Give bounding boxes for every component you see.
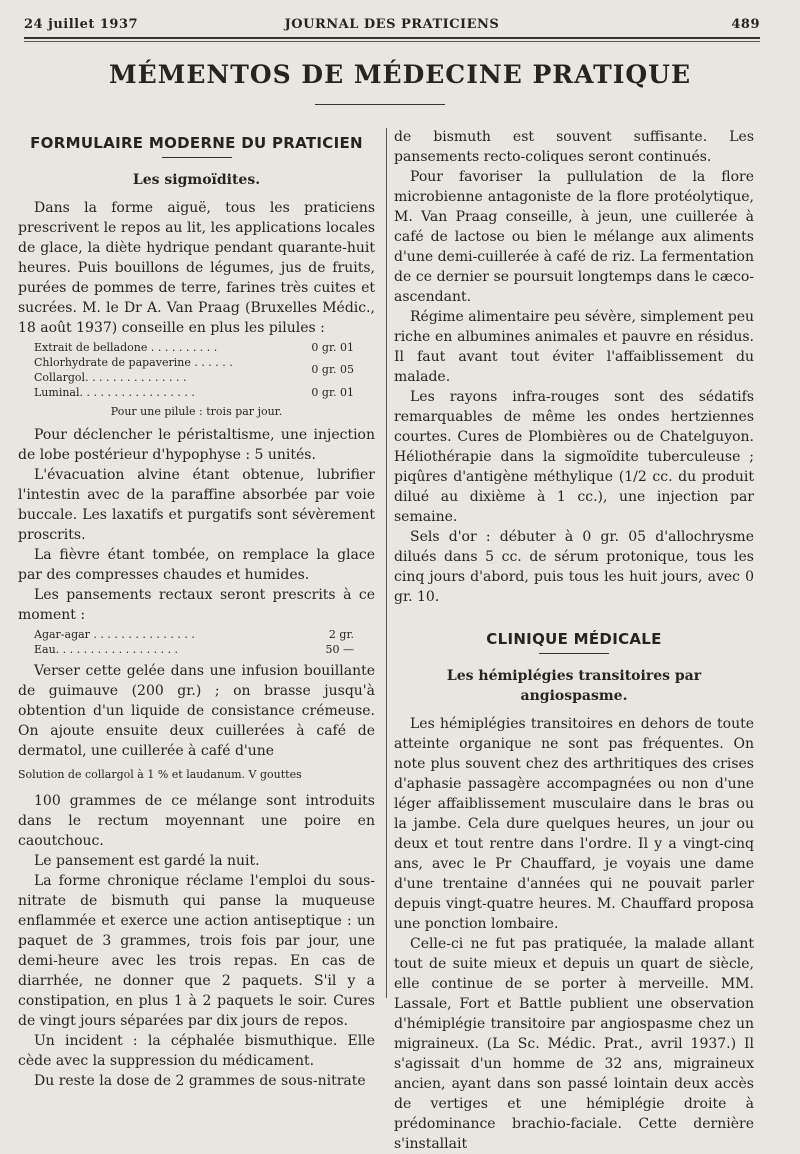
paragraph: 100 grammes de ce mélange sont introduits dans le rectum moyennant une poire en caoutchouc.	[18, 793, 375, 849]
paragraph: Un incident : la céphalée bismuthique. Elle cède avec la suppression du médicament.	[18, 1033, 375, 1069]
drug-name: Eau. . . . . . . . . . . . . . . . . .	[34, 643, 179, 656]
left-column	[18, 133, 375, 1091]
section-rule	[539, 653, 609, 654]
drug-dose: 50 —	[325, 643, 354, 656]
right-column	[394, 127, 754, 1154]
paragraph: Les rayons infra-rouges sont des sédatifs remarquables de même les ondes hertziennes courtes. Cures de Plombières ou de Chatelguyon. Héliothérapie dans la sigmoïdite tuberculeuse ; piqûres d'antigène méthylique (1/2 cc. du produit dilué au dixième à 1 cc.), une injection par semaine.	[394, 389, 754, 525]
header-journal: JOURNAL DES PRATICIENS	[284, 17, 500, 32]
drug-name: Chlorhydrate de papaverine . . . . . .	[34, 356, 233, 369]
prescription-pills	[34, 340, 354, 400]
paragraph: Les pansements rectaux seront prescrits à ce moment :	[18, 587, 375, 623]
prescription-enema	[34, 627, 354, 657]
drug-name: Agar-agar . . . . . . . . . . . . . . .	[34, 628, 195, 641]
section-title-clinique: CLINIQUE MÉDICALE	[486, 630, 662, 648]
paragraph: Du reste la dose de 2 grammes de sous-nitrate	[34, 1073, 366, 1089]
header-page-number: 489	[731, 17, 760, 32]
header-rule-thin	[24, 41, 760, 42]
paragraph: Les hémiplégies transitoires en dehors de toute atteinte organique ne sont pas fréquentes. On note plus souvent chez des arthritiques des crises d'aphasie passagère accompagnées ou non d'une léger affaiblissement musculaire dans le bras ou la jambe. Cela dure quelques heures, un jour ou deux et tout rentre dans l'ordre. Il y a vingt-cinq ans, avec le Pr Chauffard, je voyais une dame d'une trentaine d'années qui ne pouvait parler depuis vingt-quatre heures. M. Chauffard proposa une ponction lombaire.	[394, 716, 754, 932]
drug-dose: 2 gr.	[328, 628, 354, 641]
paragraph: Dans la forme aiguë, tous les praticiens prescrivent le repos au lit, les applications locales de glace, la diète hydrique pendant quarante-huit heures. Puis bouillons de légumes, jus de fruits, purées de pommes de terre, farines très cuites et sucrées. M. le Dr A. Van Praag (Bruxelles Médic., 18 août 1937) conseille en plus les pilules :	[18, 200, 375, 336]
drug-dose: 0 gr. 01	[311, 341, 354, 354]
drug-name: Collargol. . . . . . . . . . . . . . .	[34, 371, 187, 384]
prescription-line	[34, 627, 354, 642]
paragraph: de bismuth est souvent suffisante. Les pansements recto-coliques seront continués.	[394, 129, 754, 165]
paragraph: Régime alimentaire peu sévère, simplement peu riche en albumines animales et pauvre en résidus. Il faut avant tout éviter l'affaiblissement du malade.	[394, 309, 754, 385]
paragraph: La fièvre étant tombée, on remplace la glace par des compresses chaudes et humides.	[18, 547, 375, 583]
paragraph: Le pansement est gardé la nuit.	[34, 853, 260, 869]
subsection-title-hemiplegies: Les hémiplégies transitoires par angiospasme.	[446, 668, 702, 704]
prescription-line	[34, 340, 354, 355]
prescription-line	[34, 385, 354, 400]
header-date: 24 juillet 1937	[24, 17, 139, 32]
paragraph: Pour déclencher le péristaltisme, une injection de lobe postérieur d'hypophyse : 5 unités.	[18, 427, 375, 463]
solution-line: Solution de collargol à 1 % et laudanum. V gouttes	[18, 768, 302, 781]
prescription-line	[34, 355, 354, 385]
drug-name: Extrait de belladone . . . . . . . . . .	[34, 341, 218, 354]
header-rule	[24, 37, 760, 39]
running-head	[24, 17, 760, 35]
subsection-title-sigmoidites: Les sigmoïdites.	[132, 172, 261, 188]
drug-dose: 0 gr. 01	[311, 386, 354, 399]
paragraph: Verser cette gelée dans une infusion bouillante de guimauve (200 gr.) ; on brasse jusqu'à obtention d'un liquide de consistance crémeuse. On ajoute ensuite deux cuillerées à café de dermatol, une cuillerée à café d'une	[18, 663, 375, 759]
drug-dose: 0 gr. 05	[311, 363, 354, 376]
paragraph: La forme chronique réclame l'emploi du sous-nitrate de bismuth qui panse la muqueuse enflammée et exerce une action antiseptique : un paquet de 3 grammes, trois fois par jour, une demi-heure avec les trois repas. En cas de diarrhée, ne donner que 2 paquets. S'il y a constipation, en plus 1 à 2 paquets le soir. Cures de vingt jours séparées par dix jours de repos.	[18, 873, 375, 1029]
drug-name: Luminal. . . . . . . . . . . . . . . . .	[34, 386, 195, 399]
column-divider	[386, 128, 387, 998]
page-title: MÉMENTOS DE MÉDECINE PRATIQUE	[108, 60, 692, 89]
paragraph: Sels d'or : débuter à 0 gr. 05 d'allochrysme dilués dans 5 cc. de sérum protonique, tous les cinq jours d'abord, puis tous les huit jours, avec 0 gr. 10.	[394, 529, 754, 605]
spacer	[394, 607, 754, 629]
paragraph: L'évacuation alvine étant obtenue, lubrifier l'intestin avec de la paraffine absorbée par voie buccale. Les laxatifs et purgatifs sont sévèrement proscrits.	[18, 467, 375, 543]
section-title-formulaire: FORMULAIRE MODERNE DU PRATICIEN	[30, 134, 363, 152]
section-rule	[162, 157, 232, 158]
title-rule	[315, 104, 445, 105]
prescription-note: Pour une pilule : trois par jour.	[110, 405, 283, 418]
prescription-line	[34, 642, 354, 657]
paragraph: Pour favoriser la pullulation de la flore microbienne antagoniste de la flore protéolytique, M. Van Praag conseille, à jeun, une cuillerée à café de lactose ou bien le mélange aux aliments d'une demi-cuillerée à café de riz. La fermentation de ce dernier se poursuit longtemps dans le cæco-ascendant.	[394, 169, 754, 305]
paragraph: Celle-ci ne fut pas pratiquée, la malade allant tout de suite mieux et depuis un quart de siècle, elle continue de se porter à merveille. MM. Lassale, Fort et Battle publient une observation d'hémiplégie transitoire par angiospasme chez un migraineux. (La Sc. Médic. Prat., avril 1937.) Il s'agissait d'un homme de 32 ans, migraineux ancien, ayant dans son passé lointain deux accès de vertiges et une hémiplégie droite à prédominance brachio-faciale. Cette dernière s'installait	[394, 936, 754, 1152]
